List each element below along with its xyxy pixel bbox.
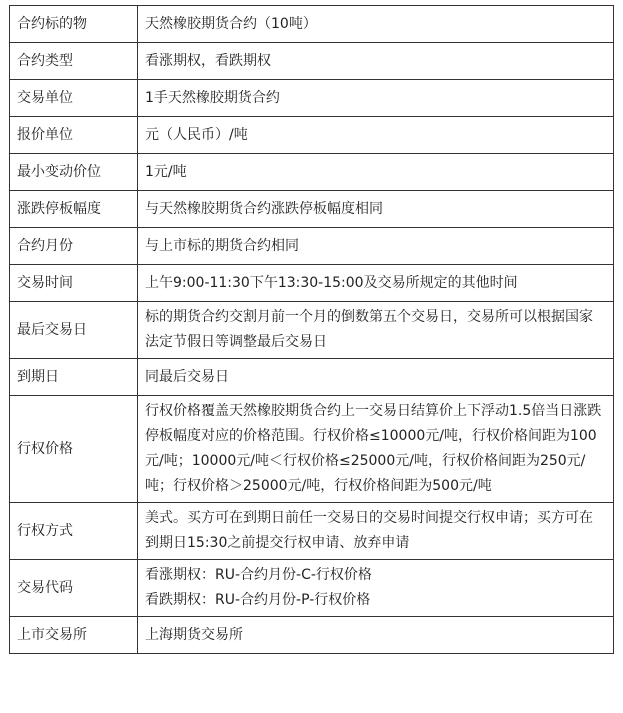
row-value-line: 看涨期权：RU-合约月份-C-行权价格 — [145, 567, 372, 583]
row-value — [138, 154, 614, 191]
row-label: 到期日 — [10, 359, 138, 396]
table-row — [10, 617, 614, 654]
table-row — [10, 359, 614, 396]
table-row — [10, 265, 614, 302]
row-value — [138, 43, 614, 80]
table-row — [10, 191, 614, 228]
row-value-line: 1元/吨 — [145, 163, 187, 180]
row-value — [138, 228, 614, 265]
row-value — [138, 560, 614, 617]
row-label: 行权方式 — [10, 503, 138, 560]
row-label: 最小变动价位 — [10, 154, 138, 191]
row-label: 合约类型 — [10, 43, 138, 80]
table-row — [10, 43, 614, 80]
row-label: 合约标的物 — [10, 6, 138, 43]
row-label: 报价单位 — [10, 117, 138, 154]
table-row — [10, 117, 614, 154]
table-row — [10, 154, 614, 191]
row-value-line: 上海期货交易所 — [145, 626, 243, 643]
row-value — [138, 191, 614, 228]
row-label: 最后交易日 — [10, 302, 138, 359]
row-value — [138, 302, 614, 359]
row-value-line: 行权价格覆盖天然橡胶期货合约上一交易日结算价上下浮动1.5倍当日涨跌停板幅度对应的价格范围。行权价格≤10000元/吨，行权价格间距为100元/吨；10000元/吨＜行权价格≤25000元/吨，行权价格间距为250元/吨；行权价格＞25000元/吨，行权价格间距为500元/吨 — [145, 403, 602, 494]
row-value-line: 与上市标的期货合约相同 — [145, 237, 299, 254]
row-value — [138, 396, 614, 503]
row-value-line: 1手天然橡胶期货合约 — [145, 89, 280, 106]
option-spec-table — [9, 5, 614, 654]
row-value — [138, 617, 614, 654]
table-row — [10, 396, 614, 503]
table-row — [10, 80, 614, 117]
row-value-line: 看跌期权：RU-合约月份-P-行权价格 — [145, 592, 371, 608]
table-row — [10, 228, 614, 265]
table-row — [10, 560, 614, 617]
row-value — [138, 80, 614, 117]
row-label: 行权价格 — [10, 396, 138, 503]
row-value — [138, 6, 614, 43]
row-value-line: 标的期货合约交割月前一个月的倒数第五个交易日，交易所可以根据国家法定节假日等调整最后交易日 — [145, 309, 593, 350]
row-value — [138, 359, 614, 396]
row-value-line: 同最后交易日 — [145, 368, 229, 385]
row-label: 上市交易所 — [10, 617, 138, 654]
row-value-line: 天然橡胶期货合约（10吨） — [145, 15, 317, 32]
table-row — [10, 302, 614, 359]
row-value-line: 上午9:00-11:30下午13:30-15:00及交易所规定的其他时间 — [145, 274, 518, 291]
row-value-line: 元（人民币）/吨 — [145, 126, 248, 143]
row-label: 涨跌停板幅度 — [10, 191, 138, 228]
row-label: 交易时间 — [10, 265, 138, 302]
row-label: 交易代码 — [10, 560, 138, 617]
row-value-line: 看涨期权，看跌期权 — [145, 52, 271, 69]
table-row — [10, 503, 614, 560]
row-value — [138, 503, 614, 560]
row-label: 交易单位 — [10, 80, 138, 117]
row-value — [138, 265, 614, 302]
row-value-line: 与天然橡胶期货合约涨跌停板幅度相同 — [145, 200, 383, 217]
row-value-line: 美式。买方可在到期日前任一交易日的交易时间提交行权申请；买方可在到期日15:30之前提交行权申请、放弃申请 — [145, 510, 593, 551]
row-label: 合约月份 — [10, 228, 138, 265]
row-value — [138, 117, 614, 154]
table-row — [10, 6, 614, 43]
